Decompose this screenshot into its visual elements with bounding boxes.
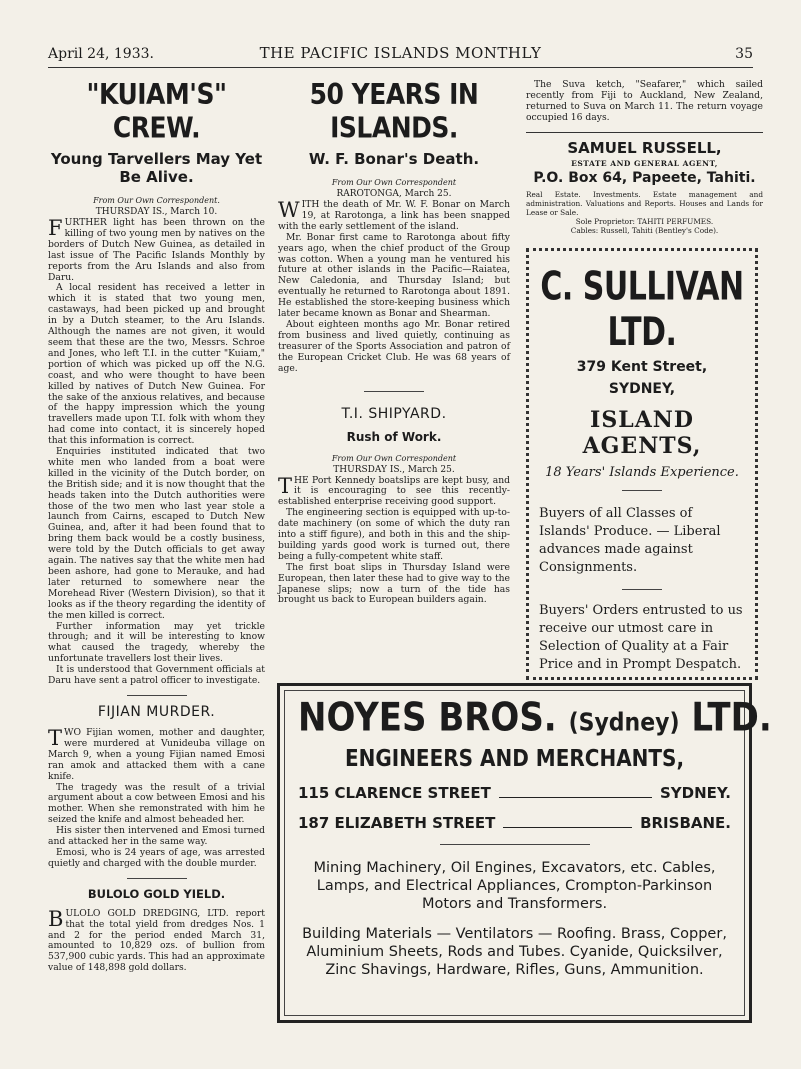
bonar-dateline: RAROTONGA, March 25. (336, 189, 452, 199)
kuiam-paragraph: Further information may yet trickle through; and it will be interesting to know what caused the tragedy, whereby the unfortunate travellers lost their lives. (48, 620, 265, 665)
noyes-city-2: BRISBANE. (640, 814, 731, 832)
bulolo-paragraph: BULOLO GOLD DREDGING, LTD. report that the total yield from dredges Nos. 1 and 2 for the period ended March 31, amounted to 10,829 ozs. of bullion from 537,900 cubic yards. This had an approximate value of 148,898 gold dollars. (48, 906, 265, 974)
column-left (48, 78, 265, 974)
article-bulolo (48, 887, 265, 974)
kuiam-headline: "KUIAM'S" CREW. (86, 77, 227, 145)
russell-role: ESTATE AND GENERAL AGENT, (571, 158, 718, 168)
article-fijian (48, 704, 265, 870)
noyes-address-1: 115 CLARENCE STREET (298, 784, 491, 802)
fijian-paragraph: TWO Fijian women, mother and daughter, were murdered at Vunideuba village on March 9, when a young Fijian named Emosi ran amok and attacked them with a cane knife. (48, 725, 265, 782)
fijian-dropcap: T (48, 725, 63, 750)
shipyard-dateline: THURSDAY IS., March 25. (333, 464, 455, 475)
noyes-address-sydney (298, 784, 731, 802)
issue-date: April 24, 1933. (48, 46, 154, 62)
noyes-products-1: Mining Machinery, Oil Engines, Excavators, etc. Cables, Lamps, and Electrical Appliances, Crompton-Parkinson Motors and Transformers. (313, 860, 716, 912)
fijian-paragraph: His sister then intervened and Emosi turned and attacked her in the same way. (48, 825, 265, 848)
russell-address: P.O. Box 64, Papeete, Tahiti. (533, 169, 756, 186)
ad-noyes (277, 683, 772, 1023)
bonar-byline: From Our Own Correspondent (331, 178, 457, 187)
kuiam-dateline: THURSDAY IS., March 10. (95, 207, 218, 217)
noyes-subtitle: ENGINEERS AND MERCHANTS, (344, 744, 685, 772)
divider (526, 132, 763, 133)
bulolo-dropcap: B (48, 906, 64, 931)
sullivan-street: 379 Kent Street, (576, 359, 708, 375)
shipyard-paragraph: The first boat slips in Thursday Island were European, then later these had to give way to the Japanese slips; now a turn of the tide has brought us back to European builders again. (278, 561, 510, 606)
column-middle (278, 78, 510, 606)
bonar-paragraph: About eighteen months ago Mr. Bonar retired from business and lived quietly, continuing as treasurer of the Sports Association and patron of the European Cricket Club. He was 68 years of age. (278, 318, 510, 374)
bonar-headline: 50 YEARS IN ISLANDS. (309, 77, 479, 145)
divider (127, 695, 187, 696)
shipyard-byline: From Our Own Correspondent (331, 453, 457, 463)
page-number: 35 (735, 46, 753, 62)
russell-description: Real Estate. Investments. Estate management and administration. Valuations and Reports. Houses and Lands for Lease or Sale. (526, 189, 763, 217)
noyes-address-brisbane (298, 814, 731, 832)
article-kuiam (48, 77, 265, 687)
sullivan-orders: Buyers' Orders entrusted to us receive our utmost care in Selection of Quality at a Fair Price and in Prompt Despatch. (539, 603, 743, 672)
shipyard-paragraph: The engineering section is equipped with up-to-date machinery (on some of which the duty ran into a stiff figure), and both in this and the ship-building yards good work is turned out, there being a fully-competent white staff. (278, 507, 510, 562)
bonar-paragraph: WITH the death of Mr. W. F. Bonar on March 19, at Rarotonga, a link has been snapped with the early settlement of the island. (278, 198, 510, 232)
bonar-paragraph: Mr. Bonar first came to Rarotonga about fifty years ago, when the chief product of the Group was cotton. When a young man he ventured his future at other islands in the Pacific—Raiatea, New Caledonia, and Thursday Island; but eventually he returned to Rarotonga about 1891. He established the store-keeping business which later became known as Bonar and Shearman. (278, 231, 510, 320)
noyes-title (298, 695, 772, 741)
shipyard-dropcap: T (278, 473, 293, 498)
ad-sullivan (526, 248, 758, 680)
kuiam-byline: From Our Own Correspondent. (93, 196, 220, 205)
shipyard-paragraph: THE Port Kennedy boatslips are kept busy, and it is encouraging to see this recently-established enterprise receiving good support. (278, 473, 510, 508)
noyes-address-2: 187 ELIZABETH STREET (298, 814, 496, 832)
publication-title: THE PACIFIC ISLANDS MONTHLY (259, 44, 542, 62)
sullivan-experience: 18 Years' Islands Experience. (545, 465, 739, 480)
leader-line (499, 797, 652, 798)
kuiam-dropcap: F (48, 216, 63, 240)
fijian-headline: FIJIAN MURDER. (97, 703, 216, 720)
divider (622, 490, 662, 491)
sullivan-agents: ISLAND AGENTS, (582, 407, 702, 459)
bulolo-headline: BULOLO GOLD YIELD. (87, 886, 226, 901)
fijian-paragraph: The tragedy was the result of a trivial argument about a cow between Emosi and his mother. When she remonstrated with him he seized the knife and almost beheaded her. (48, 781, 265, 826)
article-shipyard (278, 406, 510, 607)
sullivan-name: C. SULLIVAN LTD. (540, 264, 744, 356)
noyes-sydney: (Sydney) (568, 708, 680, 738)
ad-russell (526, 139, 763, 235)
noyes-products-2: Building Materials — Ventilators — Roofing. Brass, Copper, Aluminium Sheets, Rods and Tubes. Cyanide, Quicksilver, Zinc Shavings, Hardware, Rifles, Guns, Ammunition. (302, 926, 727, 978)
running-head (48, 44, 753, 66)
russell-proprietor: Sole Proprietor: TAHITI PERFUMES. (575, 216, 714, 226)
noyes-name: NOYES BROS. (298, 695, 557, 741)
russell-name: SAMUEL RUSSELL, (567, 138, 722, 157)
sullivan-produce: Buyers of all Classes of Islands' Produce. — Liberal advances made against Consignments. (539, 506, 721, 575)
fijian-paragraph: Emosi, who is 24 years of age, was arrested quietly and charged with the double murder. (48, 846, 265, 869)
header-rule (48, 67, 753, 68)
divider (440, 844, 590, 845)
suva-paragraph: The Suva ketch, "Seafarer," which sailed recently from Fiji to Auckland, New Zealand, returned to Suva on March 11. The return voyage occupied 16 days. (526, 79, 763, 123)
shipyard-headline: T.I. SHIPYARD. (341, 405, 447, 422)
kuiam-paragraph: It is understood that Government officials at Daru have sent a patrol officer to investigate. (48, 664, 265, 687)
noyes-city-1: SYDNEY. (660, 784, 731, 802)
kuiam-paragraph: FURTHER light has been thrown on the killing of two young men by natives on the borders of Dutch New Guinea, as detailed in last issue of The Pacific Islands Monthly by reports from the Aru Islands and also from Daru. (48, 216, 265, 283)
kuiam-paragraph: A local resident has received a letter in which it is stated that two young men, castaways, had been picked up and brought in by a Dutch steamer, to the Aru Islands. Although the names are not given, it would seem that these are the two, Messrs. Schroe and Jones, who left T.I. in the cutter "Kuiam," portion of which was picked up off the N.G. coast, and who were thought to have been killed by natives of Dutch New Guinea. For the sake of the anxious relatives, and because of the happy impression which the young travellers made upon T.I. folk with whom they had come into contact, it is sincerely hoped that this information is correct. (48, 282, 265, 447)
bonar-subhead: W. F. Bonar's Death. (308, 150, 480, 168)
kuiam-paragraph: Enquiries instituted indicated that two white men who landed from a boat were killed in the vicinity of the Dutch border, on the British side; and it is now thought that the heads taken into the Dutch authorities were those of the two men who last year stole a launch from Cairns, escaped to Dutch New Guinea, and, after it had been found that to bring them back would be a costly business, were told by the Dutch officials to get away again. The natives say that the white men had been ashore, had gone to Merauke, and had later returned to somewhere near the Morehead River (Western Division), so that it looks as if the theory regarding the identity of the men killed is correct. (48, 446, 265, 621)
noyes-ltd: LTD. (691, 695, 772, 741)
sullivan-city: SYDNEY, (608, 381, 676, 397)
kuiam-subhead: Young Tarvellers May Yet Be Alive. (50, 150, 263, 186)
russell-cables: Cables: Russell, Tahiti (Bentley's Code). (570, 225, 719, 235)
leader-line (503, 827, 632, 828)
shipyard-subhead: Rush of Work. (346, 429, 442, 444)
divider (364, 391, 424, 392)
bonar-dropcap: W (278, 198, 300, 222)
divider (622, 589, 662, 590)
divider (127, 878, 187, 879)
column-right (526, 80, 763, 235)
article-bonar (278, 77, 510, 375)
